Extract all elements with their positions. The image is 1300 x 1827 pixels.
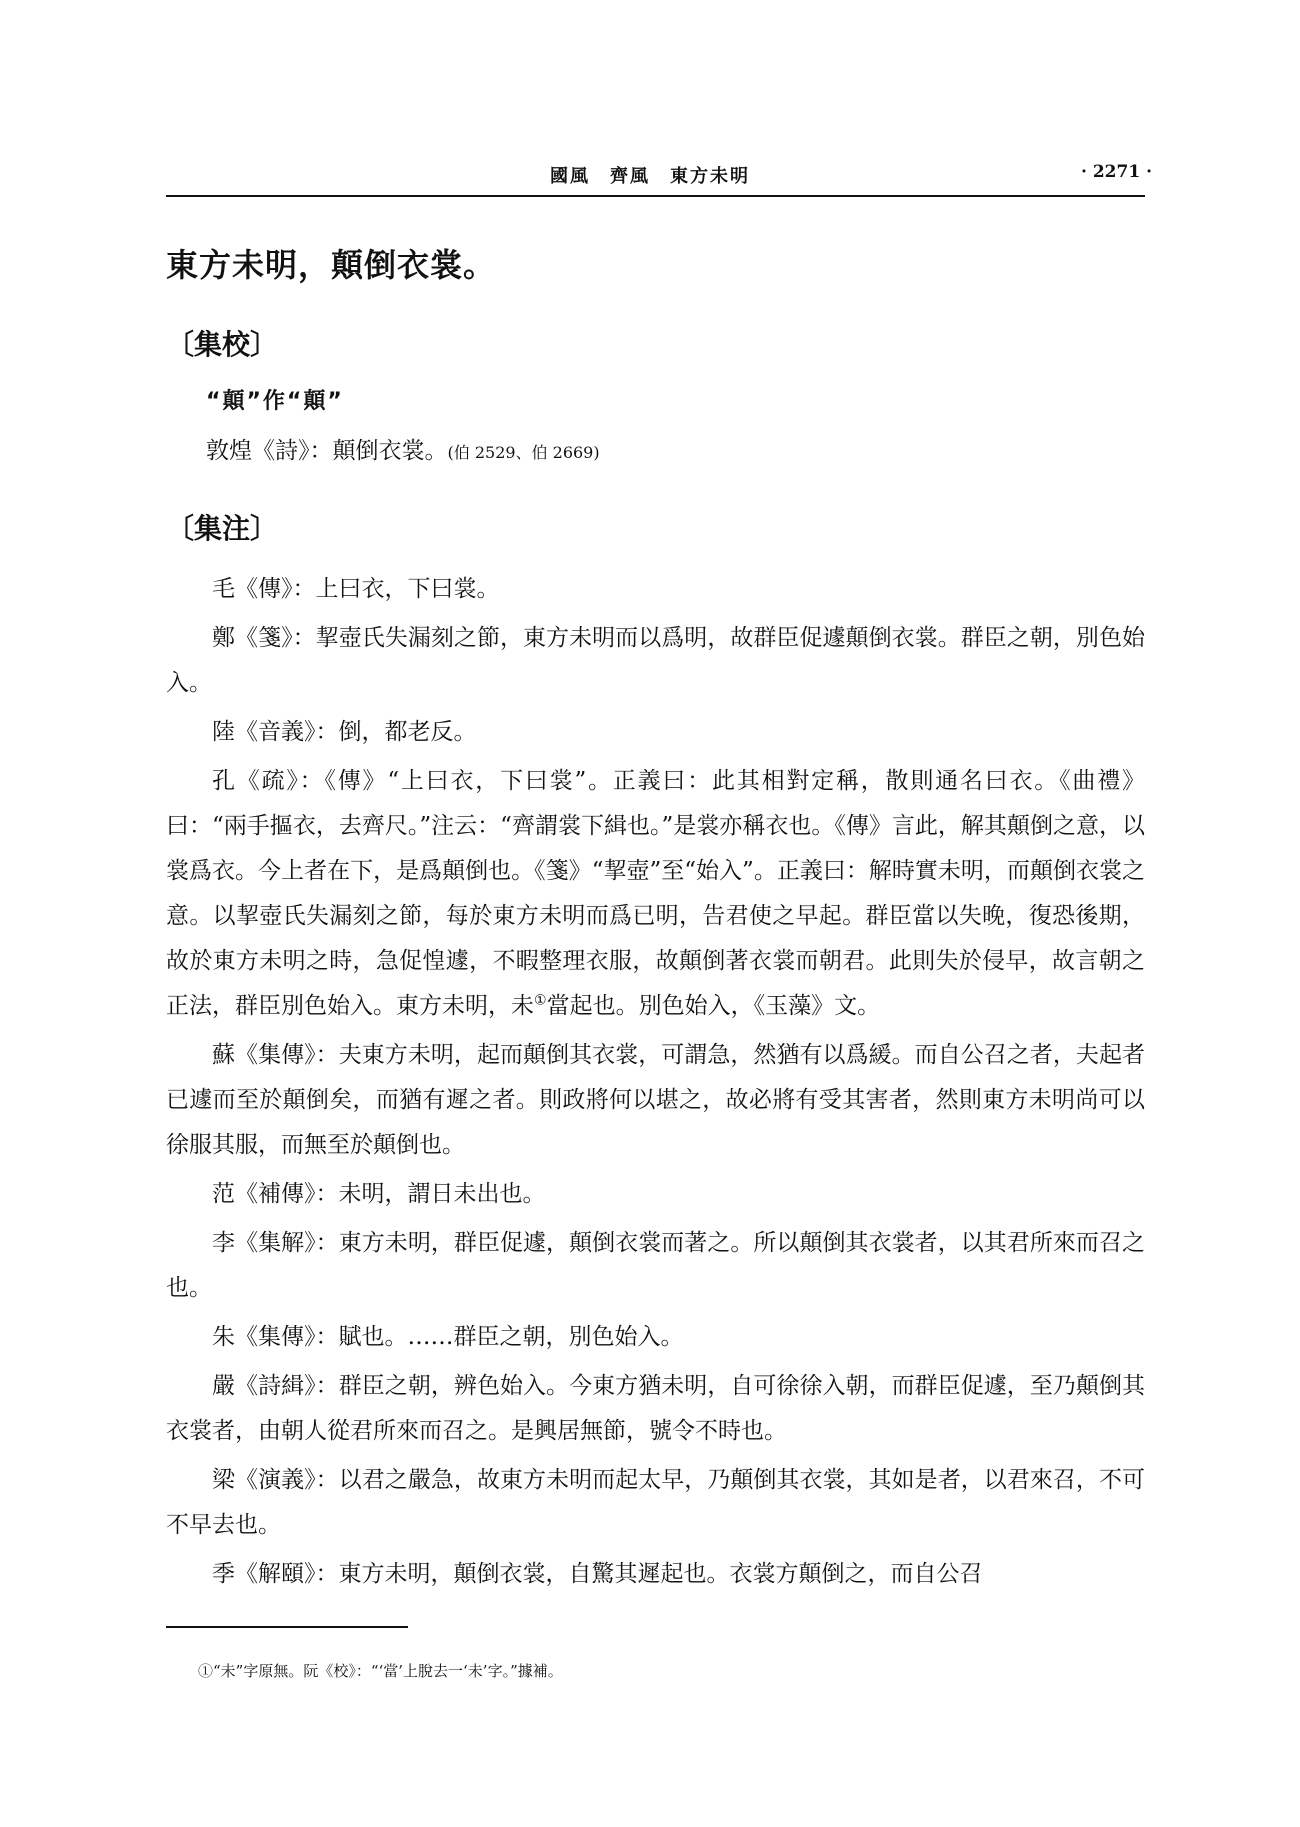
jijiao-line-source: (伯 2529、伯 2669) xyxy=(447,443,600,462)
header-rule xyxy=(166,195,1145,197)
running-header-title: 國風 齊風 東方未明 xyxy=(550,166,750,187)
note-paragraph: 范《補傳》：未明，謂日未出也。 xyxy=(212,1181,546,1207)
note-paragraph: 蘇《集傳》：夫東方未明，起而顛倒其衣裳，可謂急，然猶有以爲緩。而自公召之者，夫起者已遽而至於顛倒矣，而猶有遲之者。則政將何以堪之，故必將有受其害者，然則東方未明尚可以徐服其服，而無至於顛倒也。 xyxy=(166,1042,1145,1158)
note-paragraph: 朱《集傳》：賦也。……群臣之朝，別色始入。 xyxy=(212,1324,684,1350)
jijiao-line xyxy=(206,432,600,465)
note-paragraph xyxy=(166,759,1145,1029)
jijiao-sub-heading: “顛”作“顛” xyxy=(206,389,344,414)
note-paragraph: 梁《演義》：以君之嚴急，故東方未明而起太早，乃顛倒其衣裳，其如是者，以君來召，不可不早去也。 xyxy=(166,1467,1145,1538)
kong-shu-text: 孔《疏》：《傳》“上曰衣，下曰裳”。正義曰：此其相對定稱，散則通名曰衣。《曲禮》曰：“兩手摳衣，去齊尺。”注云：“齊謂裳下緝也。”是裳亦稱衣也。《傳》言此，解其顛倒之意，以裳爲衣。今上者在下，是爲顛倒也。《箋》“挈壺”至“始入”。正義曰：解時實未明，而顛倒衣裳之意。以挈壺氏失漏刻之節，每於東方未明而爲已明，告君使之早起。群臣當以失晚，復恐後期，故於東方未明之時，急促惶遽，不暇整理衣服，故顛倒著衣裳而朝君。此則失於侵早，故言朝之正法，群臣別色始入。東方未明，未 xyxy=(166,768,1145,1019)
jijiao-line-main: 敦煌《詩》：顛倒衣裳。 xyxy=(206,438,448,464)
page-number: · 2271 · xyxy=(1081,162,1152,182)
footnote-ref[interactable]: ① xyxy=(534,992,547,1009)
footnote: ①“未”字原無。阮《校》：“‘當’上脫去一‘未’字。”據補。 xyxy=(198,1662,563,1680)
kong-shu-text-tail: 當起也。別色始入，《玉藻》文。 xyxy=(546,993,881,1019)
jizhu-heading: 〔集注〕 xyxy=(166,512,279,545)
note-paragraph: 陸《音義》：倒，都老反。 xyxy=(212,719,477,745)
note-paragraph: 季《解頤》：東方未明，顛倒衣裳，自驚其遲起也。衣裳方顛倒之，而自公召 xyxy=(212,1561,983,1587)
note-paragraph: 李《集解》：東方未明，群臣促遽，顛倒衣裳而著之。所以顛倒其衣裳者，以其君所來而召之也。 xyxy=(166,1230,1145,1301)
footnote-rule xyxy=(166,1626,408,1628)
main-title: 東方未明，顛倒衣裳。 xyxy=(166,246,497,284)
note-paragraph: 嚴《詩緝》：群臣之朝，辨色始入。今東方猶未明，自可徐徐入朝，而群臣促遽，至乃顛倒其衣裳者，由朝人從君所來而召之。是興居無節，號令不時也。 xyxy=(166,1373,1145,1444)
jizhu-notes xyxy=(166,567,1145,1601)
jijiao-heading: 〔集校〕 xyxy=(166,328,279,361)
note-paragraph: 毛《傳》：上曰衣，下曰裳。 xyxy=(212,576,500,602)
note-paragraph: 鄭《箋》：挈壺氏失漏刻之節，東方未明而以爲明，故群臣促遽顛倒衣裳。群臣之朝，別色始入。 xyxy=(166,625,1145,696)
